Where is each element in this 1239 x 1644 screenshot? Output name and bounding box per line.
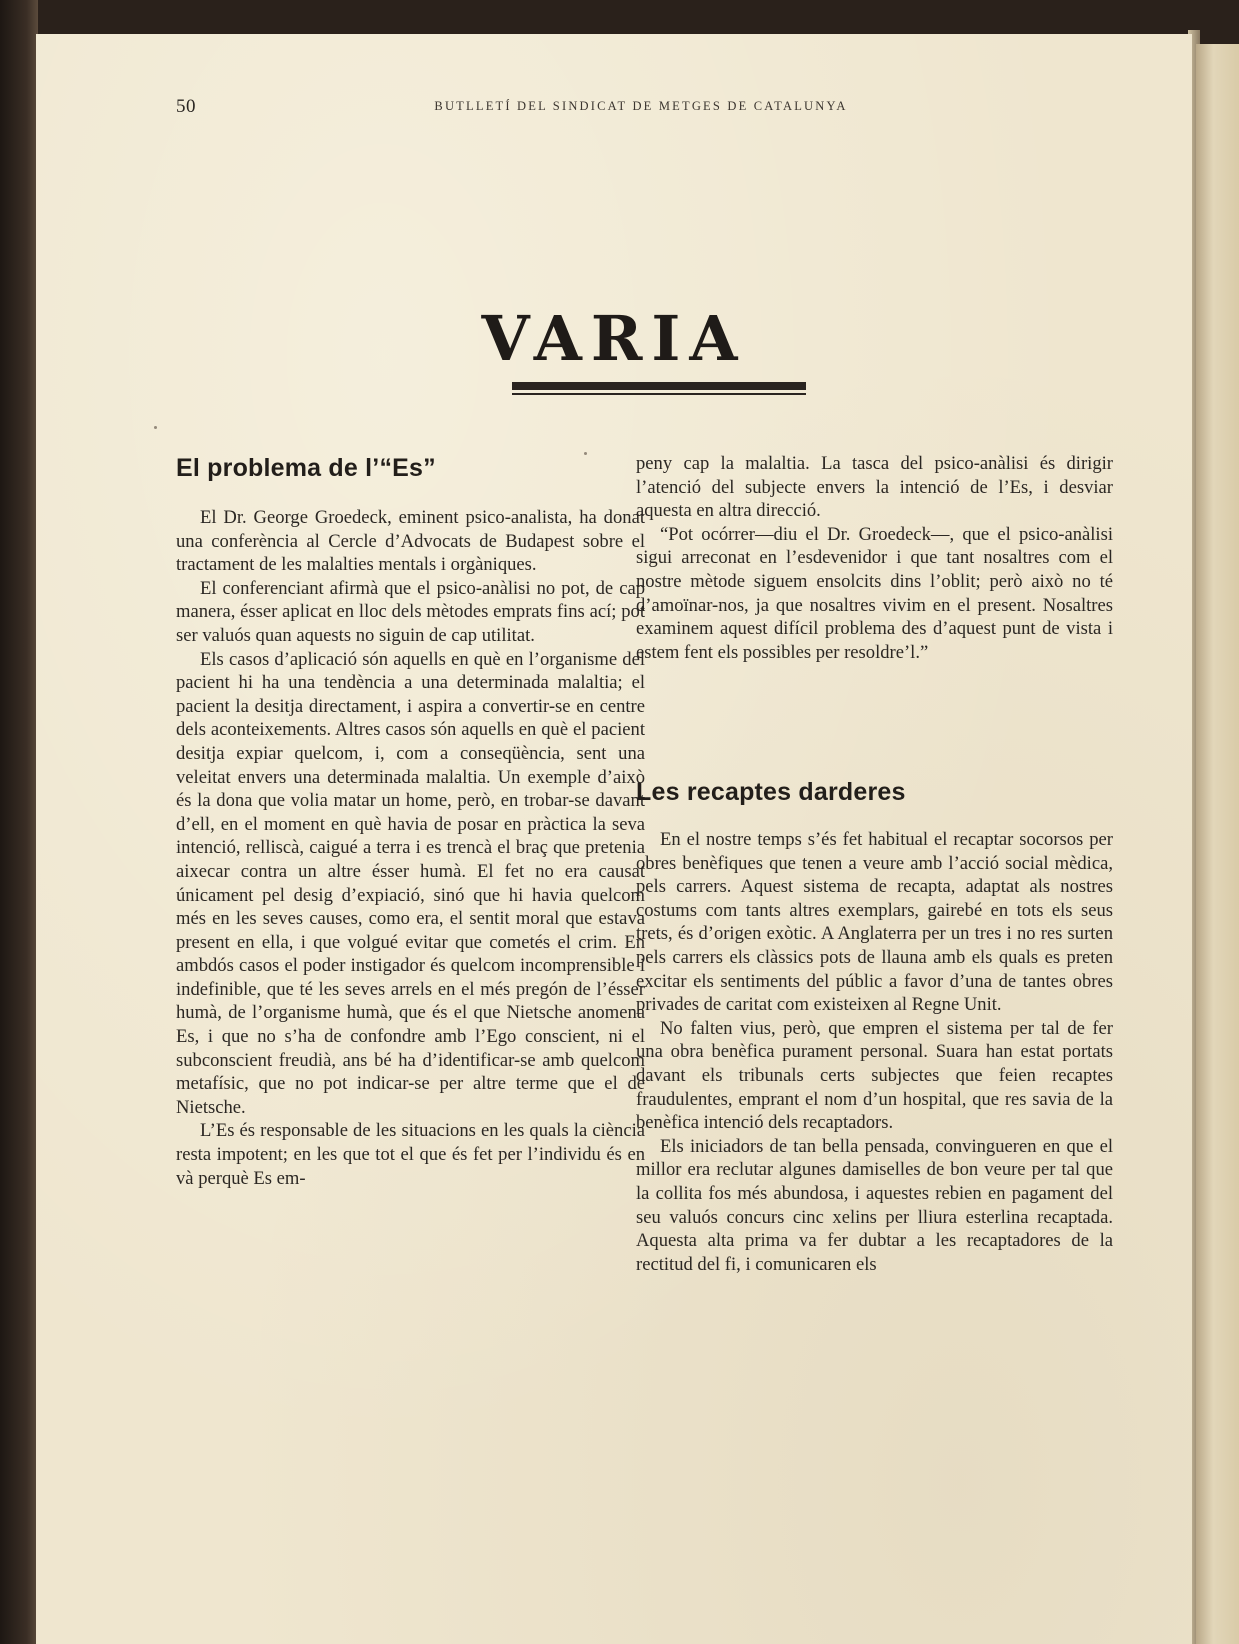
journal-title: BUTLLETÍ DEL SINDICAT DE METGES DE CATALUNYA [434,99,848,113]
article2-paragraph: No falten vius, però, que empren el sistema per tal de fer una obra benèfica purament personal. Suara han estat portats davant els tribunals certs subjectes que feien recaptes fraudulentes, emprant el nom d’un hospital, que res savia de la benèfica intenció dels recaptadors. [636,1017,1113,1134]
article1-body [176,506,645,1190]
article1-paragraph: El Dr. George Groedeck, eminent psico-analista, ha donat una conferència al Cercle d’Advocats de Budapest sobre el tractament de les malalties mentals i orgàniques. [176,507,645,576]
document-page [36,34,1192,1644]
paper-speck [154,426,157,429]
running-head [176,96,1106,120]
paper-speck [584,452,587,455]
next-page-edge [1196,44,1239,1644]
article1-heading: El problema de l’“Es” [176,454,436,482]
title-underline-thick [512,382,806,390]
section-title: VARIA [481,302,747,375]
title-underline-thin [512,393,806,395]
article2-paragraph: Els iniciadors de tan bella pensada, convingueren en que el millor era reclutar algunes damiselles de bon veure per tal que la collita fos més abundosa, i aquestes rebien en pagament del seu valuós concurs cinc xelins per lliura esterlina recaptada. Aquesta alta prima va fer dubtar a les recaptadores de la rectitud del fi, i comunicaren els [636,1135,1113,1275]
article2-body [636,828,1113,1276]
article1-continuation-paragraph: peny cap la malaltia. La tasca del psico-anàlisi és dirigir l’atenció del subjecte envers la intenció de l’Es, i desviar aquesta en altra direcció. [636,453,1113,522]
article1-continuation-paragraph: “Pot ocórrer—diu el Dr. Groedeck—, que el psico-anàlisi sigui arreconat en l’esdevenidor i que tant nosaltres com el nostre mètode siguem ensolcits dins l’oblit; però això no té d’amoïnar-nos, ja que nosaltres vivim en el present. Nosaltres examinem aquest difícil problema des d’aquest punt de vista i estem fent els possibles per resoldre’l.” [636,523,1113,663]
article2-heading: Les recaptes darderes [636,778,906,806]
article1-continuation [636,452,1113,664]
article2-paragraph: En el nostre temps s’és fet habitual el recaptar socorsos per obres benèfiques que tenen a veure amb l’acció social mèdica, pels carrers. Aquest sistema de recapta, adaptat als nostres costums com tants altres exemplars, gairebé en tots els seus trets, és d’origen exòtic. A Anglaterra per un tres i no res surten pels carrers els clàssics pots de llauna amb els quals es preten excitar els sentiments del públic a favor d’una de tantes obres privades de caritat com existeixen al Regne Unit. [636,829,1113,1016]
article1-paragraph: L’Es és responsable de les situacions en les quals la ciència resta impotent; en les que tot el que és fet per l’individu és en và perquè Es em- [176,1120,645,1189]
scan-background-left [0,0,38,1644]
article1-paragraph: Els casos d’aplicació són aquells en què en l’organisme del pacient hi ha una tendència a una determinada malaltia; el pacient la desitja directament, i aspira a convertir-se en centre dels aconteixements. Altres casos són aquells en què el pacient desitja expiar quelcom, i, com a conseqüència, sent una veleitat envers una determinada malaltia. Un exemple d’això és la dona que volia matar un home, però, en trobar-se davant d’ell, en el moment en què havia de posar en pràctica la seva intenció, relliscà, caigué a terra i es trencà el braç que pretenia aixecar contra un altre ésser humà. El fet no era causat únicament pel desig d’expiació, sinó que hi havia quelcom més en les seves causes, como era, el sentit moral que estava present en ella, i que volgué evitar que cometés el crim. En ambdós casos el poder instigador és quelcom incomprensible i indefinible, que té les seves arrels en el més pregón de l’ésser humà, de l’organisme humà, que és el que Nietsche anomena Es, i que no s’ha de confondre amb l’Ego conscient, ni el subconscient freudià, ans bé ha d’identificar-se amb quelcom metafísic, que no pot indicar-se per altre terme que el de Nietsche. [176,648,645,1118]
article1-paragraph: El conferenciant afirmà que el psico-anàlisi no pot, de cap manera, ésser aplicat en lloc dels mètodes emprats fins ací; pot ser valuós quan aquests no siguin de cap utilitat. [176,577,645,646]
page-number: 50 [176,96,196,117]
